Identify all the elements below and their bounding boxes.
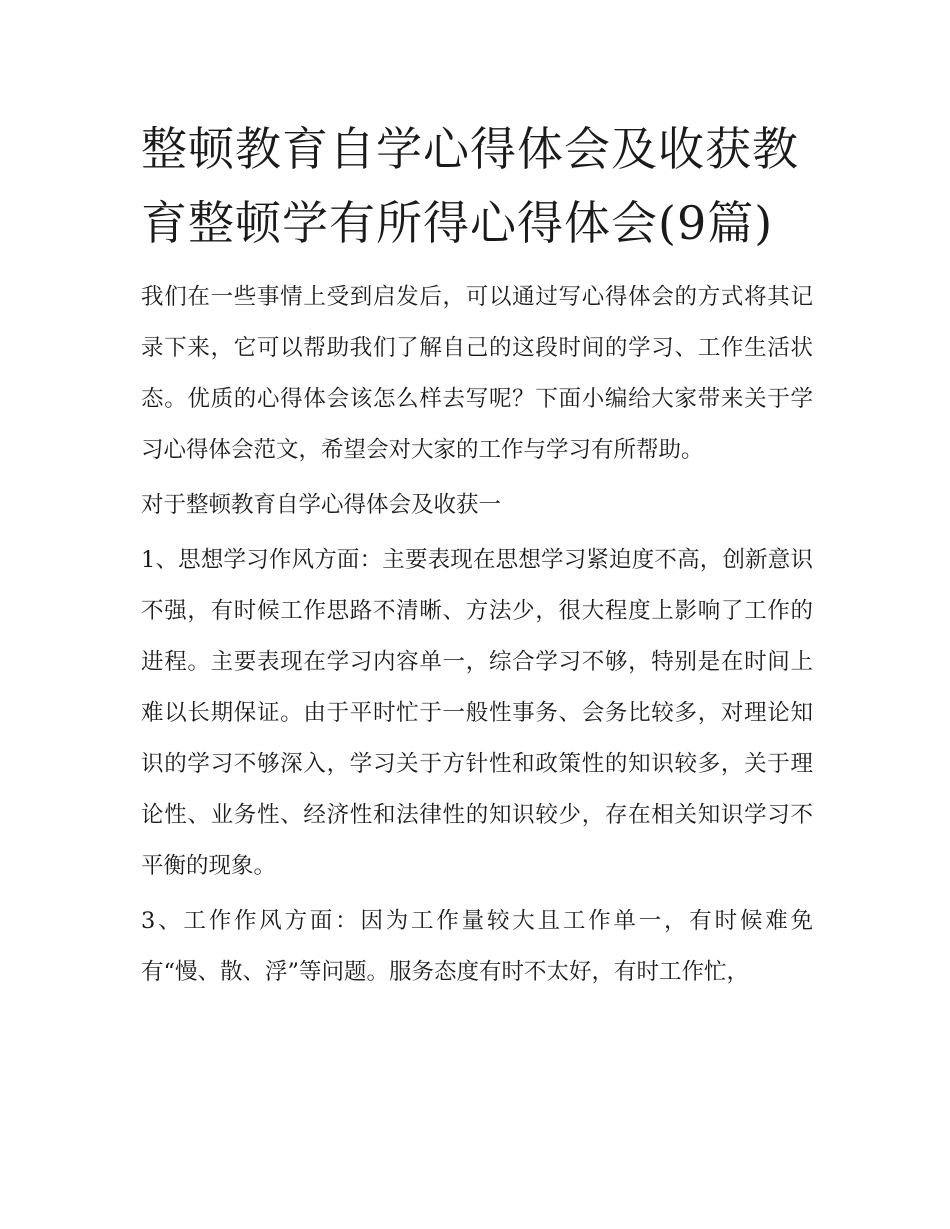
document-page (141, 112, 813, 998)
body-paragraph-2: 3、工作作风方面：因为工作量较大且工作单一，有时候难免有“慢、散、浮”等问题。服务态度有时不太好，有时工作忙， (141, 908, 813, 985)
document-title: 整顿教育自学心得体会及收获教育整顿学有所得心得体会(9篇) (141, 122, 799, 250)
intro-paragraph: 我们在一些事情上受到启发后，可以通过写心得体会的方式将其记录下来，它可以帮助我们了解自己的这段时间的学习、工作生活状态。优质的心得体会该怎么样去写呢？下面小编给大家带来关于学习心得体会范文，希望会对大家的工作与学习有所帮助。 (141, 284, 813, 463)
body-paragraph-1: 1、思想学习作风方面：主要表现在思想学习紧迫度不高，创新意识不强，有时候工作思路不清晰、方法少，很大程度上影响了工作的进程。主要表现在学习内容单一，综合学习不够，特别是在时间上难以长期保证。由于平时忙于一般性事务、会务比较多，对理论知识的学习不够深入，学习关于方针性和政策性的知识较多，关于理论性、业务性、经济性和法律性的知识较少，存在相关知识学习不平衡的现象。 (141, 547, 813, 879)
section-heading: 对于整顿教育自学心得体会及收获一 (141, 492, 502, 518)
